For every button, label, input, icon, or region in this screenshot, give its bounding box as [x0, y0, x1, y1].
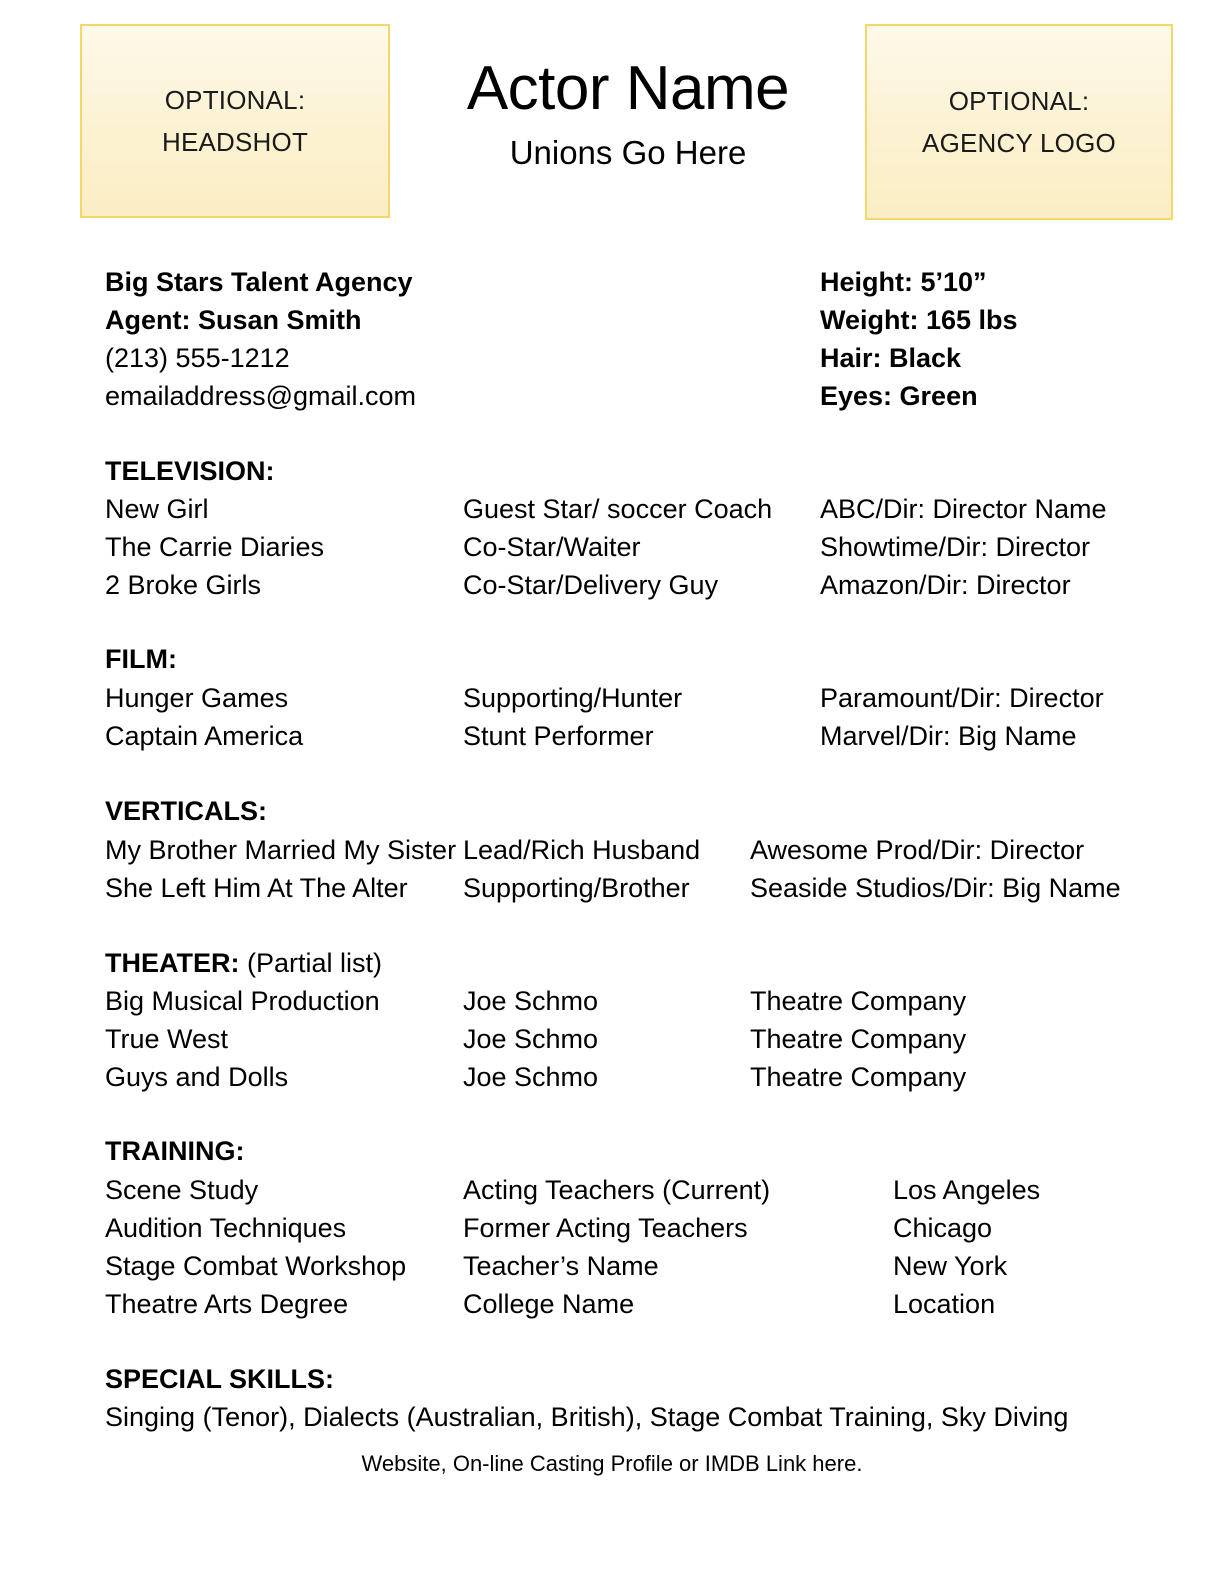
credit-role: Guest Star/ soccer Coach: [463, 494, 773, 524]
training-subject: Audition Techniques: [105, 1213, 347, 1243]
credit-company: Theatre Company: [750, 1062, 967, 1092]
table-row: [0, 490, 1224, 528]
table-row: [0, 1285, 1224, 1323]
name-title-block: [390, 52, 866, 174]
contact-row-agency: [0, 263, 1224, 301]
section-heading-verticals-label: VERTICALS:: [105, 796, 267, 826]
table-row: [0, 982, 1224, 1020]
special-skills-row: [0, 1398, 1224, 1436]
section-heading-film: [105, 640, 177, 678]
training-subject: Scene Study: [105, 1175, 259, 1205]
credit-role: Co-Star/Waiter: [463, 532, 641, 562]
table-row: [0, 831, 1224, 869]
contact-row-agent: [0, 301, 1224, 339]
credit-title: The Carrie Diaries: [105, 532, 325, 562]
section-heading-theater-suffix: (Partial list): [239, 948, 383, 978]
footer-link-note[interactable]: Website, On-line Casting Profile or IMDB Link here.: [361, 1451, 863, 1476]
table-row: [0, 869, 1224, 907]
contact-row-phone: [0, 339, 1224, 377]
stat-weight: Weight: 165 lbs: [820, 305, 1018, 335]
credit-title: Hunger Games: [105, 683, 289, 713]
training-teacher: Teacher’s Name: [463, 1251, 659, 1281]
credit-title: Guys and Dolls: [105, 1062, 289, 1092]
training-teacher: Acting Teachers (Current): [463, 1175, 771, 1205]
headshot-placeholder-box[interactable]: [80, 24, 390, 218]
credit-role: Supporting/Hunter: [463, 683, 683, 713]
resume-header: [0, 0, 1224, 232]
agency-placeholder-line-2: AGENCY LOGO: [922, 128, 1116, 158]
table-row: [0, 1058, 1224, 1096]
credit-role: Lead/Rich Husband: [463, 835, 701, 865]
credit-role: Joe Schmo: [463, 1024, 599, 1054]
table-row: [0, 566, 1224, 604]
training-subject: Stage Combat Workshop: [105, 1251, 407, 1281]
credit-company: ABC/Dir: Director Name: [820, 494, 1107, 524]
table-row: [0, 1171, 1224, 1209]
credit-title: Big Musical Production: [105, 986, 380, 1016]
credit-company: Awesome Prod/Dir: Director: [750, 835, 1085, 865]
credit-company: Marvel/Dir: Big Name: [820, 721, 1077, 751]
table-row: [0, 1209, 1224, 1247]
table-row: [0, 1247, 1224, 1285]
credit-title: My Brother Married My Sister: [105, 835, 457, 865]
phone-number[interactable]: (213) 555-1212: [105, 343, 290, 373]
contact-row-email: [0, 377, 1224, 415]
section-heading-film-label: FILM:: [105, 644, 177, 674]
credit-company: Paramount/Dir: Director: [820, 683, 1104, 713]
headshot-placeholder-line-2: HEADSHOT: [161, 127, 309, 157]
credit-company: Amazon/Dir: Director: [820, 570, 1071, 600]
credit-title: Captain America: [105, 721, 304, 751]
credit-role: Stunt Performer: [463, 721, 654, 751]
training-teacher: College Name: [463, 1289, 635, 1319]
credit-role: Co-Star/Delivery Guy: [463, 570, 719, 600]
table-row: [0, 679, 1224, 717]
table-row: [0, 528, 1224, 566]
special-skills-text: Singing (Tenor), Dialects (Australian, British), Stage Combat Training, Sky Diving: [105, 1402, 1069, 1432]
actor-name-title: Actor Name: [466, 54, 790, 123]
agency-name: Big Stars Talent Agency: [105, 267, 413, 297]
section-heading-theater: [105, 944, 382, 982]
credit-role: Joe Schmo: [463, 986, 599, 1016]
stat-hair: Hair: Black: [820, 343, 962, 373]
table-row: [0, 717, 1224, 755]
credit-company: Seaside Studios/Dir: Big Name: [750, 873, 1121, 903]
email-address[interactable]: emailaddress@gmail.com: [105, 381, 417, 411]
training-location: Los Angeles: [893, 1175, 1041, 1205]
training-teacher: Former Acting Teachers: [463, 1213, 748, 1243]
unions-subtitle: Unions Go Here: [509, 134, 747, 171]
training-subject: Theatre Arts Degree: [105, 1289, 349, 1319]
section-heading-verticals: [105, 792, 267, 830]
training-location: Location: [893, 1289, 996, 1319]
credit-role: Supporting/Brother: [463, 873, 690, 903]
training-location: Chicago: [893, 1213, 993, 1243]
credit-role: Joe Schmo: [463, 1062, 599, 1092]
agent-name: Agent: Susan Smith: [105, 305, 362, 335]
stat-height: Height: 5’10”: [820, 267, 987, 297]
credit-title: 2 Broke Girls: [105, 570, 262, 600]
credit-company: Theatre Company: [750, 986, 967, 1016]
headshot-placeholder-line-1: OPTIONAL:: [164, 85, 306, 115]
credit-title: New Girl: [105, 494, 209, 524]
section-heading-training-label: TRAINING:: [105, 1136, 245, 1166]
section-heading-television: [105, 452, 275, 490]
credit-title: She Left Him At The Alter: [105, 873, 408, 903]
credit-company: Showtime/Dir: Director: [820, 532, 1091, 562]
agency-logo-placeholder-box[interactable]: [865, 24, 1173, 220]
stat-eyes: Eyes: Green: [820, 381, 978, 411]
agency-placeholder-line-1: OPTIONAL:: [948, 86, 1090, 116]
training-location: New York: [893, 1251, 1008, 1281]
section-heading-television-label: TELEVISION:: [105, 456, 275, 486]
section-heading-theater-label: THEATER:: [105, 948, 240, 978]
table-row: [0, 1020, 1224, 1058]
section-heading-training: [105, 1132, 244, 1170]
credit-company: Theatre Company: [750, 1024, 967, 1054]
section-heading-special-skills: SPECIAL SKILLS:: [105, 1364, 335, 1394]
credit-title: True West: [105, 1024, 229, 1054]
